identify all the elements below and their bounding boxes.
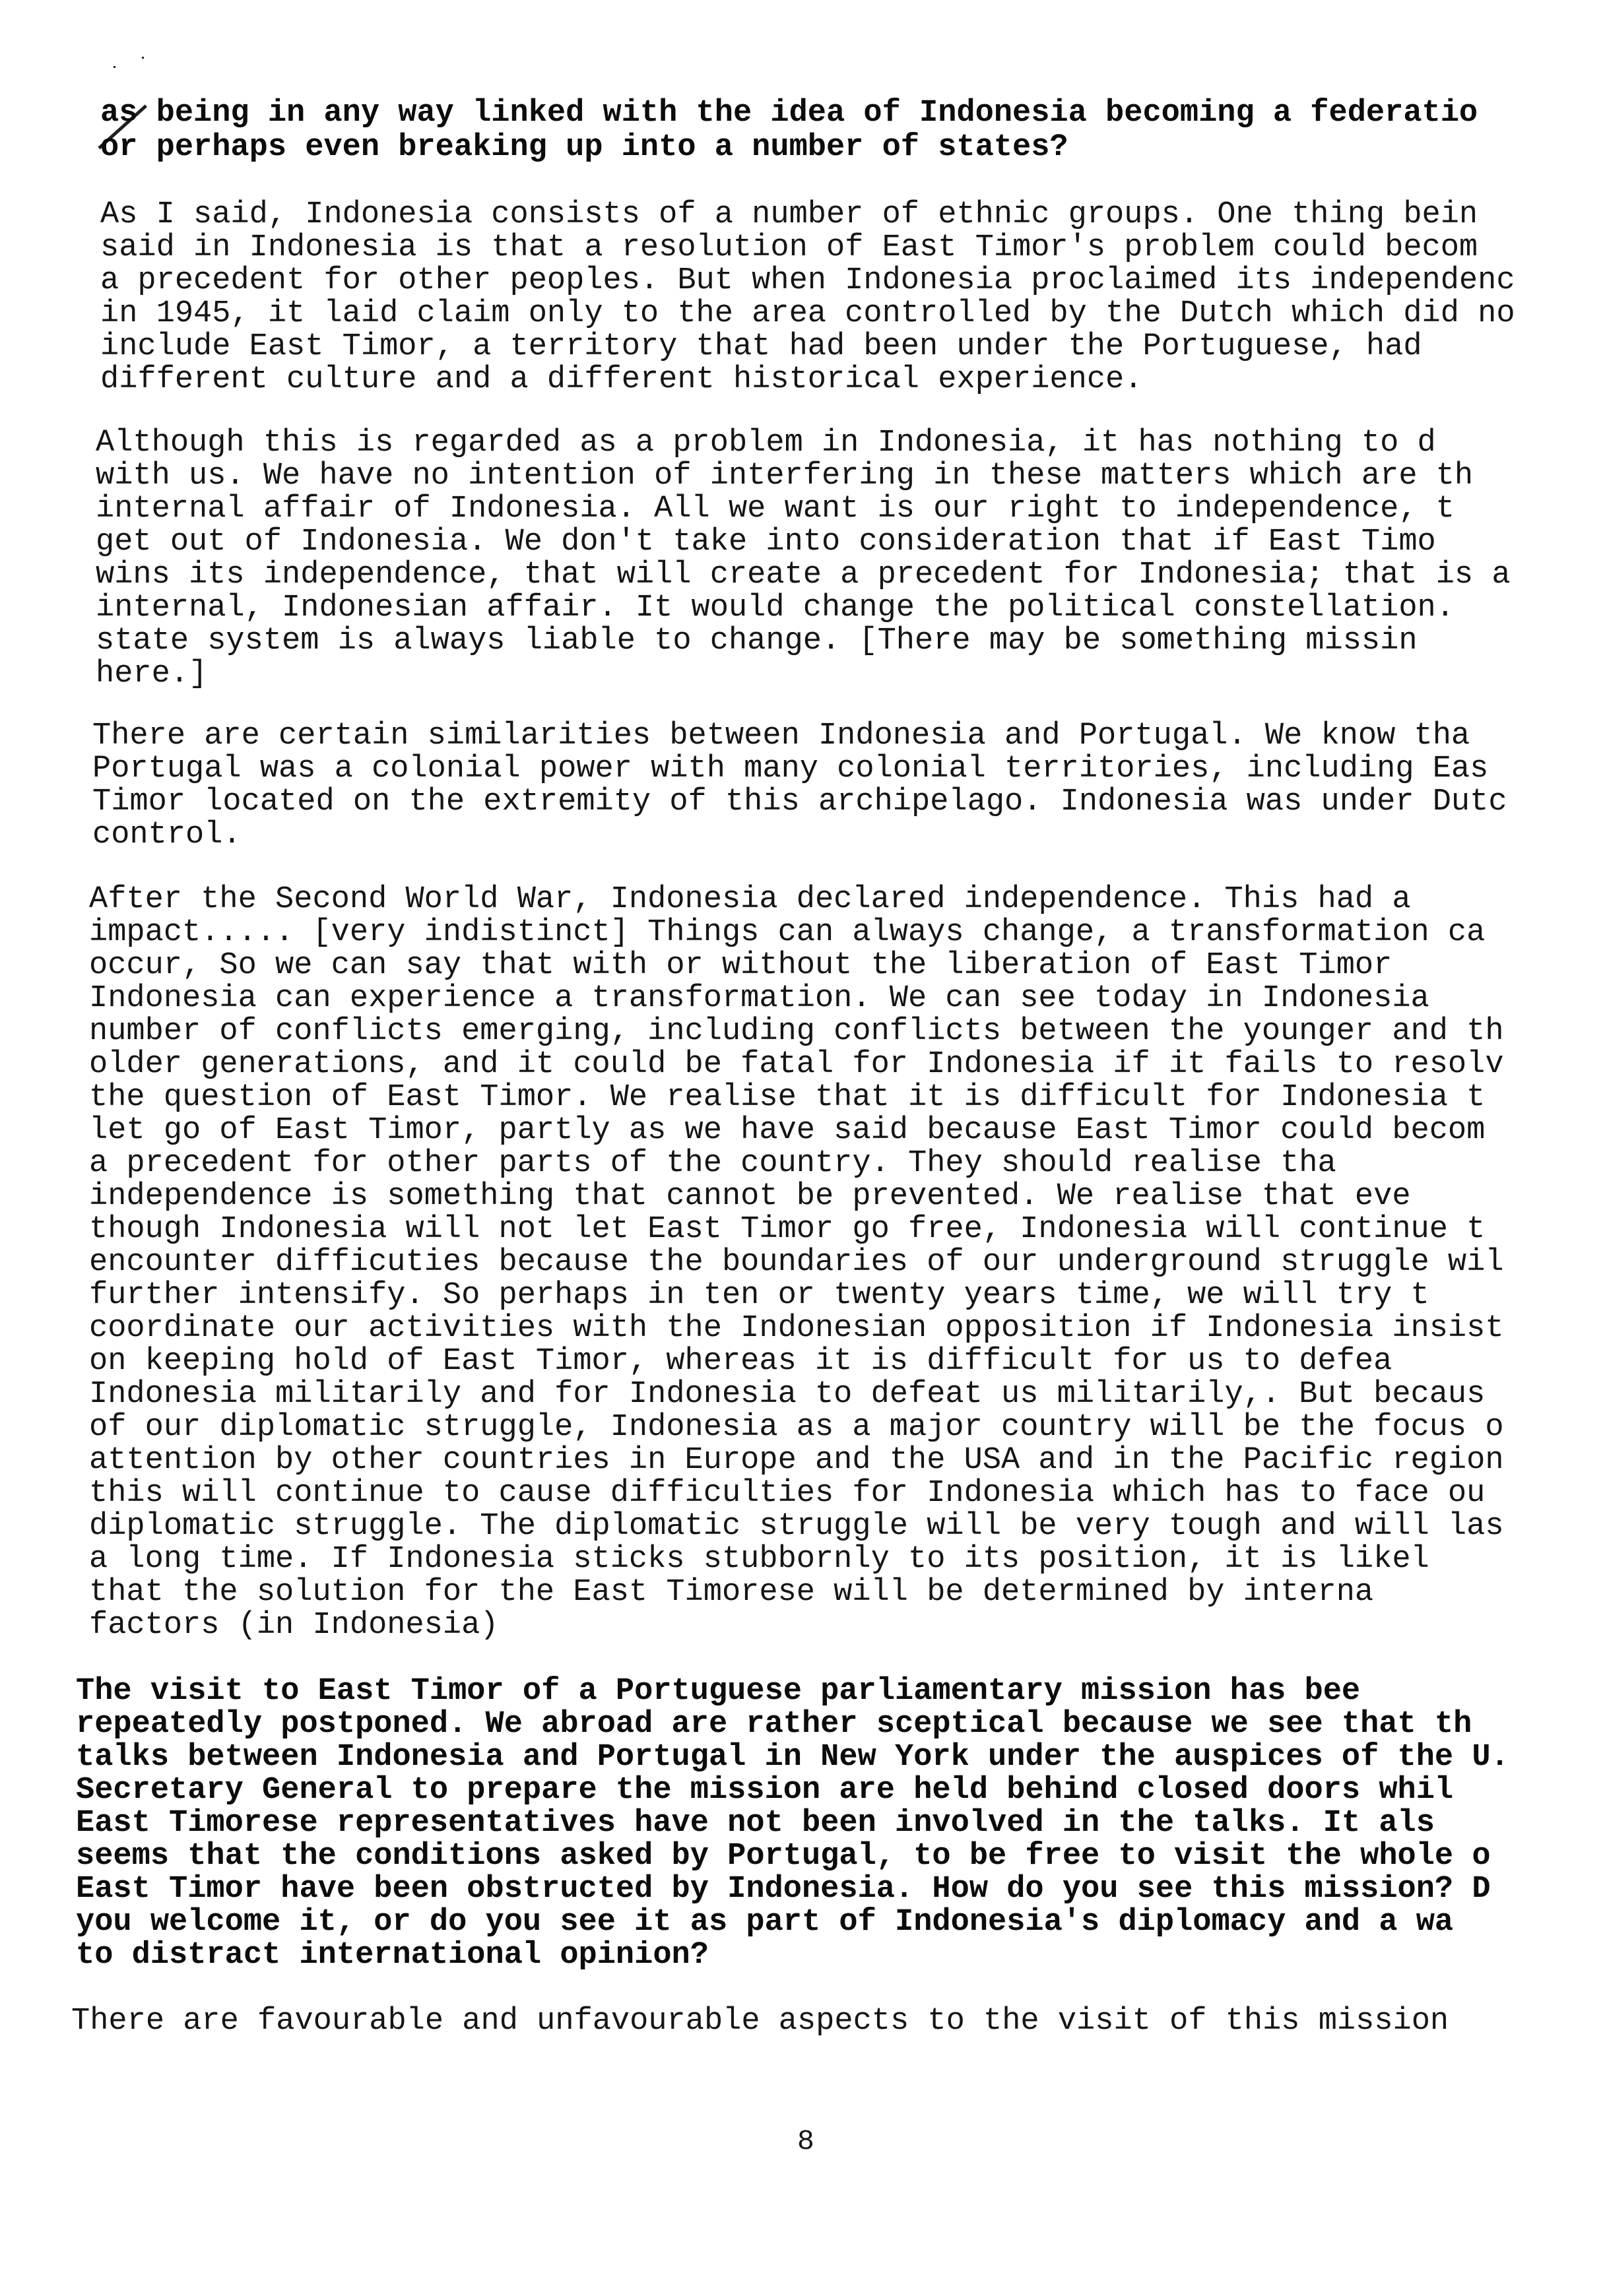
text-line: that the solution for the East Timorese will be determined by interna [89, 1575, 1374, 1610]
text-line: repeatedly postponed. We abroad are rather sceptical because we see that th [76, 1707, 1472, 1742]
text-line: different culture and a different historical experience. [100, 362, 1143, 397]
text-line: get out of Indonesia. We don't take into consideration that if East Timo [96, 525, 1436, 559]
text-line: As I said, Indonesia consists of a number of ethnic groups. One thing bein [100, 197, 1478, 232]
text-line: Indonesia can experience a transformation. We can see today in Indonesia [89, 981, 1429, 1016]
text-line: further intensify. So perhaps in ten or twenty years time, we will try t [89, 1278, 1429, 1313]
text-line: older generations, and it could be fatal for Indonesia if it fails to resolv [89, 1047, 1504, 1082]
speck [142, 57, 144, 59]
text-line: occur, So we can say that with or without the liberation of East Timor [89, 948, 1392, 983]
text-line: a long time. If Indonesia sticks stubbornly to its position, it is likel [89, 1542, 1429, 1577]
text-line: Portugal was a colonial power with many colonial territories, including Eas [92, 751, 1489, 786]
text-line: number of conflicts emerging, including conflicts between the younger and th [89, 1014, 1504, 1049]
text-line: independence is something that cannot be prevented. We realise that eve [89, 1179, 1411, 1214]
text-line: talks between Indonesia and Portugal in New York under the auspices of the U. [76, 1740, 1509, 1775]
text-line: There are certain similarities between Indonesia and Portugal. We know tha [92, 718, 1470, 753]
text-line: to distract international opinion? [76, 1938, 709, 1973]
text-line: the question of East Timor. We realise that it is difficult for Indonesia t [89, 1080, 1486, 1115]
text-line: Although this is regarded as a problem in Indonesia, it has nothing to d [96, 426, 1436, 461]
text-line: internal, Indonesian affair. It would change the political constellation. [96, 590, 1455, 625]
text-line: on keeping hold of East Timor, whereas it is difficult for us to defea [89, 1344, 1392, 1379]
text-line: diplomatic struggle. The diplomatic struggle will be very tough and will las [89, 1509, 1504, 1544]
text-line: of our diplomatic struggle, Indonesia as a major country will be the focus o [89, 1410, 1504, 1445]
text-line: state system is always liable to change. [There may be something missin [96, 623, 1418, 658]
page-number: 8 [797, 2125, 814, 2157]
text-line: Timor located on the extremity of this archipelago. Indonesia was under Dutc [92, 784, 1507, 819]
text-line: attention by other countries in Europe and the USA and in the Pacific region [89, 1443, 1504, 1478]
text-line: said in Indonesia is that a resolution of East Timor's problem could becom [100, 230, 1478, 265]
text-line: here.] [96, 656, 208, 691]
speck [114, 66, 115, 68]
text-line: factors (in Indonesia) [89, 1608, 499, 1643]
text-line: East Timor have been obstructed by Indonesia. How do you see this mission? D [76, 1872, 1491, 1907]
text-line: After the Second World War, Indonesia declared independence. This had a [89, 882, 1411, 917]
text-line: seems that the conditions asked by Portugal, to be free to visit the whole o [76, 1839, 1491, 1874]
text-line: encounter difficuties because the boundaries of our underground struggle wil [89, 1245, 1504, 1280]
text-line: a precedent for other peoples. But when Indonesia proclaimed its independenc [100, 263, 1515, 298]
text-line: The visit to East Timor of a Portuguese parliamentary mission has bee [76, 1674, 1361, 1709]
text-line: There are favourable and unfavourable aspects to the visit of this mission [71, 2004, 1449, 2039]
text-line: Indonesia militarily and for Indonesia to defeat us militarily,. But becaus [89, 1377, 1486, 1412]
text-line: in 1945, it laid claim only to the area controlled by the Dutch which did no [100, 296, 1515, 331]
text-line: you welcome it, or do you see it as part of Indonesia's diplomacy and a wa [76, 1905, 1454, 1940]
text-line: coordinate our activities with the Indonesian opposition if Indonesia insist [89, 1311, 1504, 1346]
text-line: as being in any way linked with the idea of Indonesia becoming a federatio [100, 96, 1478, 131]
text-line: include East Timor, a territory that had been under the Portuguese, had [100, 329, 1422, 364]
text-line: control. [92, 817, 242, 852]
text-line: internal affair of Indonesia. All we want is our right to independence, t [96, 492, 1455, 526]
text-line: though Indonesia will not let East Timor go free, Indonesia will continue t [89, 1212, 1486, 1247]
text-line: impact..... [very indistinct] Things can always change, a transformation ca [89, 915, 1486, 950]
text-line: wins its independence, that will create a precedent for Indonesia; that is a [96, 558, 1511, 592]
text-line: with us. We have no intention of interfering in these matters which are th [96, 459, 1474, 494]
text-line: Secretary General to prepare the mission are held behind closed doors whil [76, 1773, 1454, 1808]
text-line: or perhaps even breaking up into a number of states? [100, 130, 1068, 165]
text-line: this will continue to cause difficulties for Indonesia which has to face ou [89, 1476, 1486, 1511]
text-line: East Timorese representatives have not been involved in the talks. It als [76, 1806, 1435, 1841]
text-line: a precedent for other parts of the country. They should realise tha [89, 1146, 1336, 1181]
text-line: let go of East Timor, partly as we have said because East Timor could becom [89, 1113, 1486, 1148]
